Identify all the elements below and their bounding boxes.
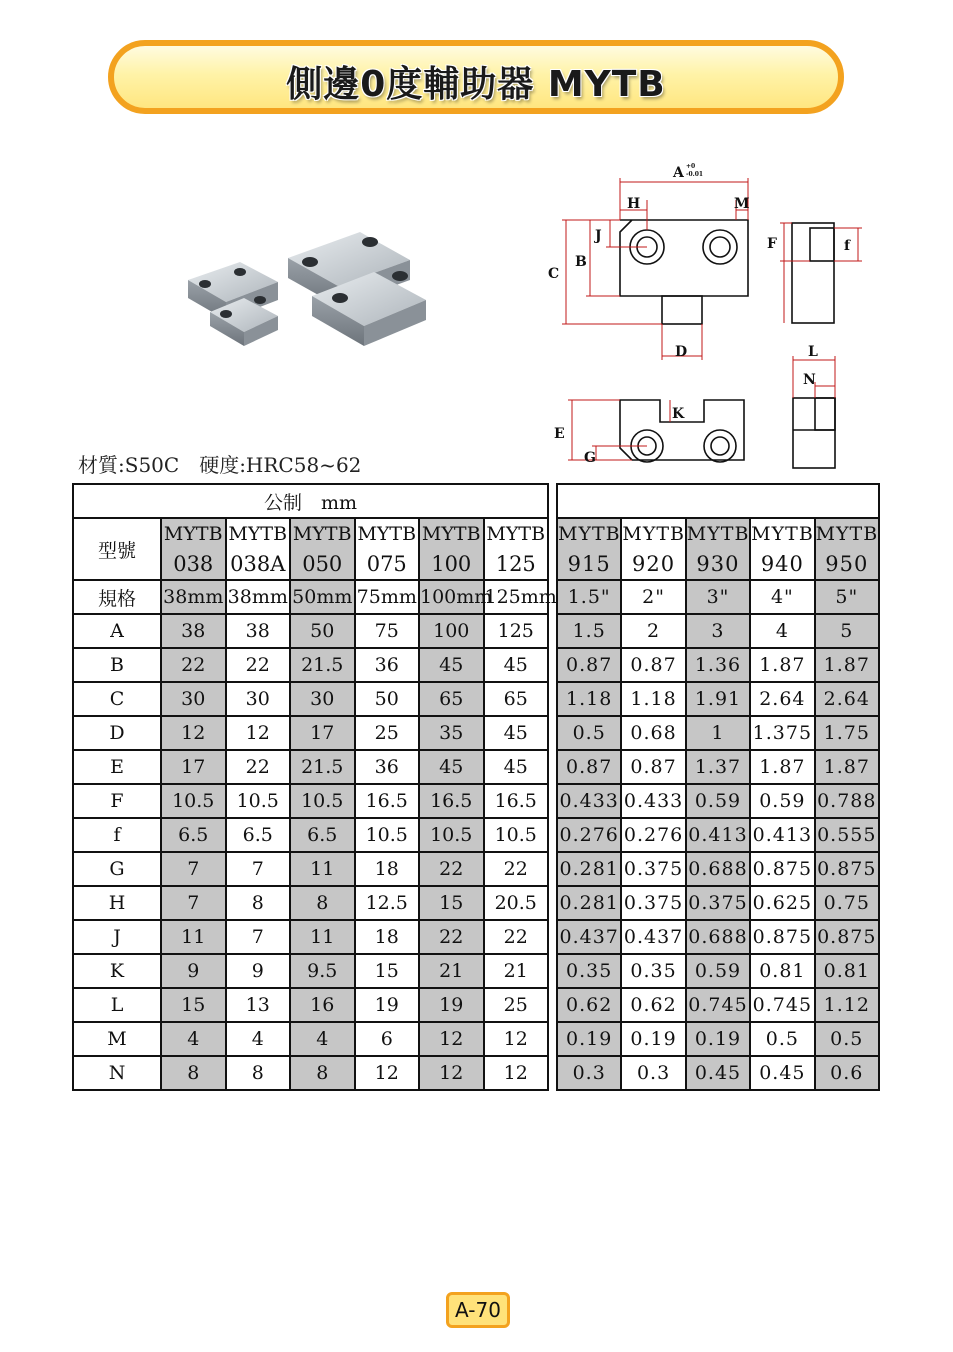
model-number: 940 [760,552,804,576]
model-number: 050 [302,552,343,576]
value-cell: 0.555 [815,818,879,852]
value-cell: 45 [419,648,484,682]
dimension-label: K [73,954,161,988]
value-cell: 0.19 [686,1022,750,1056]
table-row [73,648,548,682]
dim-label-J: J [595,228,602,244]
value-cell: 4 [161,1022,226,1056]
model-name: MYTB [292,523,352,545]
model-header-cell [750,518,814,580]
value-cell: 9 [226,954,291,988]
spec-size-cell: 2" [621,580,685,614]
value-cell: 21 [484,954,549,988]
model-header-cell [419,518,484,580]
dim-label-G: G [584,450,596,466]
value-cell: 30 [290,682,355,716]
value-cell: 7 [161,852,226,886]
value-cell: 12 [419,1022,484,1056]
value-cell: 18 [355,920,420,954]
value-cell: 10.5 [355,818,420,852]
value-cell: 1 [686,716,750,750]
value-cell: 0.87 [621,750,685,784]
spec-size-cell: 125mm [484,580,549,614]
value-cell: 0.87 [621,648,685,682]
value-cell: 8 [290,886,355,920]
dimension-label: G [73,852,161,886]
value-cell: 75 [355,614,420,648]
value-cell: 6 [355,1022,420,1056]
value-cell: 38 [161,614,226,648]
table-row [557,1056,879,1090]
spec-size-cell: 1.5" [557,580,621,614]
value-cell: 35 [419,716,484,750]
page-title: 側邊0度輔助器 MYTB [286,64,666,105]
table-row [73,716,548,750]
value-cell: 22 [419,920,484,954]
inch-spec-table [556,483,880,1091]
value-cell: 1.5 [557,614,621,648]
value-cell: 18 [355,852,420,886]
dim-label-A: A [673,165,684,181]
value-cell: 22 [226,648,291,682]
metric-spec-table [72,483,557,1091]
value-cell: 19 [355,988,420,1022]
value-cell: 11 [290,920,355,954]
table-row [73,614,548,648]
model-name: MYTB [163,523,223,545]
value-cell: 0.281 [557,852,621,886]
value-cell: 38 [226,614,291,648]
value-cell: 10.5 [161,784,226,818]
dimension-label: L [73,988,161,1022]
value-cell: 22 [484,920,549,954]
table-row [557,716,879,750]
value-cell: 12 [484,1056,549,1090]
value-cell: 11 [290,852,355,886]
value-cell: 0.3 [557,1056,621,1090]
table-row [557,614,879,648]
value-cell: 0.433 [557,784,621,818]
value-cell: 7 [161,886,226,920]
value-cell: 0.413 [686,818,750,852]
value-cell: 9.5 [290,954,355,988]
value-cell: 4 [226,1022,291,1056]
table-row [557,818,879,852]
model-name: MYTB [421,523,481,545]
value-cell: 0.59 [686,954,750,988]
product-photo [160,180,420,410]
dim-label-N: N [803,372,816,388]
table-row [73,1022,548,1056]
inch-unit-header [557,484,879,518]
value-cell: 50 [355,682,420,716]
value-cell: 0.68 [621,716,685,750]
value-cell: 9 [161,954,226,988]
dim-tol-upper: +0 [686,163,696,170]
technical-drawing [540,160,870,475]
model-header-cell [621,518,685,580]
value-cell: 15 [419,886,484,920]
value-cell: 1.87 [750,750,814,784]
value-cell: 0.19 [621,1022,685,1056]
value-cell: 10.5 [226,784,291,818]
value-cell: 0.59 [750,784,814,818]
model-header-cell [484,518,549,580]
value-cell: 21 [419,954,484,988]
spec-size-cell: 3" [686,580,750,614]
value-cell: 65 [419,682,484,716]
table-row [557,1022,879,1056]
dimension-label: H [73,886,161,920]
value-cell: 0.19 [557,1022,621,1056]
model-header-cell [355,518,420,580]
model-name: MYTB [622,523,686,545]
value-cell: 10.5 [484,818,549,852]
value-cell: 16.5 [355,784,420,818]
table-row [557,648,879,682]
value-cell: 125 [484,614,549,648]
value-cell: 12 [484,1022,549,1056]
value-cell: 0.745 [686,988,750,1022]
value-cell: 12.5 [355,886,420,920]
dim-label-H: H [627,196,641,212]
table-row [557,784,879,818]
value-cell: 21.5 [290,750,355,784]
value-cell: 11 [161,920,226,954]
model-number: 100 [431,552,472,576]
value-cell: 6.5 [161,818,226,852]
value-cell: 45 [484,716,549,750]
spec-label: 規格 [73,580,161,614]
value-cell: 1.87 [750,648,814,682]
table-row [557,920,879,954]
dimension-label: B [73,648,161,682]
value-cell: 0.875 [815,852,879,886]
dim-label-F: F [767,236,777,252]
table-row [73,682,548,716]
model-name: MYTB [486,523,546,545]
model-header-cell [557,518,621,580]
value-cell: 22 [226,750,291,784]
value-cell: 0.875 [750,852,814,886]
value-cell: 5 [815,614,879,648]
value-cell: 0.87 [557,750,621,784]
value-cell: 0.745 [750,988,814,1022]
spec-size-cell: 75mm [355,580,420,614]
value-cell: 0.87 [557,648,621,682]
value-cell: 17 [290,716,355,750]
table-row [73,1056,548,1090]
value-cell: 20.5 [484,886,549,920]
value-cell: 0.281 [557,886,621,920]
value-cell: 1.12 [815,988,879,1022]
value-cell: 65 [484,682,549,716]
value-cell: 13 [226,988,291,1022]
value-cell: 0.35 [621,954,685,988]
spec-size-cell: 100mm [419,580,484,614]
value-cell: 0.45 [750,1056,814,1090]
value-cell: 0.5 [557,716,621,750]
value-cell: 45 [484,648,549,682]
dimension-label: C [73,682,161,716]
value-cell: 2 [621,614,685,648]
value-cell: 10.5 [290,784,355,818]
value-cell: 4 [750,614,814,648]
value-cell: 0.81 [750,954,814,988]
value-cell: 0.6 [815,1056,879,1090]
spec-size-cell: 50mm [290,580,355,614]
dim-label-L: L [808,344,818,360]
value-cell: 0.433 [621,784,685,818]
value-cell: 1.87 [815,648,879,682]
value-cell: 36 [355,750,420,784]
value-cell: 22 [161,648,226,682]
value-cell: 12 [226,716,291,750]
table-row [557,852,879,886]
material-hardness: 材質:S50C 硬度:HRC58~62 [78,453,362,477]
model-number: 075 [366,552,407,576]
dim-tol-lower: -0.01 [686,171,704,178]
table-row [557,988,879,1022]
value-cell: 0.875 [815,920,879,954]
value-cell: 16.5 [419,784,484,818]
value-cell: 10.5 [419,818,484,852]
value-cell: 1.91 [686,682,750,716]
model-name: MYTB [686,523,750,545]
spec-size-cell: 38mm [226,580,291,614]
dim-label-E: E [554,426,565,442]
table-row [73,988,548,1022]
value-cell: 0.276 [621,818,685,852]
table-row [557,750,879,784]
value-cell: 25 [484,988,549,1022]
value-cell: 1.75 [815,716,879,750]
value-cell: 0.413 [750,818,814,852]
dimension-label: N [73,1056,161,1090]
dimension-label: E [73,750,161,784]
value-cell: 0.375 [621,886,685,920]
value-cell: 0.625 [750,886,814,920]
value-cell: 0.688 [686,852,750,886]
value-cell: 50 [290,614,355,648]
model-number: 930 [696,552,740,576]
dim-label-K: K [672,406,685,422]
table-row [557,954,879,988]
value-cell: 1.37 [686,750,750,784]
value-cell: 12 [419,1056,484,1090]
model-header-cell [815,518,879,580]
value-cell: 0.59 [686,784,750,818]
value-cell: 0.375 [621,852,685,886]
model-name: MYTB [751,523,814,545]
value-cell: 0.62 [621,988,685,1022]
model-name: MYTB [228,523,288,545]
dim-label-f: f [844,238,851,254]
value-cell: 0.62 [557,988,621,1022]
value-cell: 0.375 [686,886,750,920]
value-cell: 1.87 [815,750,879,784]
model-label: 型號 [73,518,161,580]
value-cell: 17 [161,750,226,784]
value-cell: 3 [686,614,750,648]
model-header-cell [290,518,355,580]
value-cell: 0.5 [815,1022,879,1056]
spec-size-cell: 38mm [161,580,226,614]
page-number: A-70 [446,1292,510,1328]
dim-label-M: M [734,196,750,212]
table-row [73,886,548,920]
value-cell: 15 [355,954,420,988]
value-cell: 8 [290,1056,355,1090]
model-header-cell [226,518,291,580]
value-cell: 0.3 [621,1056,685,1090]
model-header-cell [161,518,226,580]
value-cell: 16.5 [484,784,549,818]
value-cell: 0.437 [621,920,685,954]
value-cell: 0.688 [686,920,750,954]
value-cell: 0.35 [557,954,621,988]
spec-size-cell: 5" [815,580,879,614]
value-cell: 16 [290,988,355,1022]
model-number: 920 [632,552,676,576]
value-cell: 8 [226,1056,291,1090]
table-row [557,886,879,920]
value-cell: 12 [161,716,226,750]
value-cell: 36 [355,648,420,682]
value-cell: 0.875 [750,920,814,954]
metric-unit-header: 公制 mm [73,484,548,518]
value-cell: 100 [419,614,484,648]
value-cell: 30 [161,682,226,716]
table-row [73,852,548,886]
value-cell: 6.5 [226,818,291,852]
dimension-label: D [73,716,161,750]
value-cell: 6.5 [290,818,355,852]
value-cell: 4 [290,1022,355,1056]
value-cell: 1.375 [750,716,814,750]
table-row [73,818,548,852]
value-cell: 25 [355,716,420,750]
value-cell: 15 [161,988,226,1022]
dimension-label: F [73,784,161,818]
value-cell: 8 [226,886,291,920]
value-cell: 0.276 [557,818,621,852]
model-number: 915 [567,552,611,576]
value-cell: 1.18 [557,682,621,716]
model-name: MYTB [558,523,621,545]
dimension-label: f [73,818,161,852]
value-cell: 2.64 [815,682,879,716]
value-cell: 7 [226,852,291,886]
dim-label-C: C [548,266,560,282]
spec-size-cell: 4" [750,580,814,614]
dim-label-D: D [675,344,688,360]
value-cell: 0.788 [815,784,879,818]
model-number: 038A [230,552,286,576]
model-name: MYTB [815,523,879,545]
dimension-label: M [73,1022,161,1056]
table-row [73,750,548,784]
value-cell: 1.18 [621,682,685,716]
value-cell: 0.81 [815,954,879,988]
value-cell: 45 [484,750,549,784]
value-cell: 0.437 [557,920,621,954]
model-number: 125 [495,552,536,576]
value-cell: 0.5 [750,1022,814,1056]
value-cell: 8 [161,1056,226,1090]
title-banner [108,40,844,114]
value-cell: 12 [355,1056,420,1090]
table-row [73,784,548,818]
model-number: 038 [173,552,214,576]
dimension-label: J [73,920,161,954]
value-cell: 1.36 [686,648,750,682]
table-row [73,954,548,988]
model-header-cell [686,518,750,580]
value-cell: 45 [419,750,484,784]
value-cell: 22 [419,852,484,886]
value-cell: 19 [419,988,484,1022]
model-number: 950 [825,552,869,576]
model-name: MYTB [357,523,417,545]
value-cell: 7 [226,920,291,954]
value-cell: 2.64 [750,682,814,716]
value-cell: 22 [484,852,549,886]
value-cell: 21.5 [290,648,355,682]
dimension-label: A [73,614,161,648]
value-cell: 0.75 [815,886,879,920]
table-row [557,682,879,716]
table-row [73,920,548,954]
dim-label-B: B [575,254,587,270]
value-cell: 0.45 [686,1056,750,1090]
value-cell: 30 [226,682,291,716]
